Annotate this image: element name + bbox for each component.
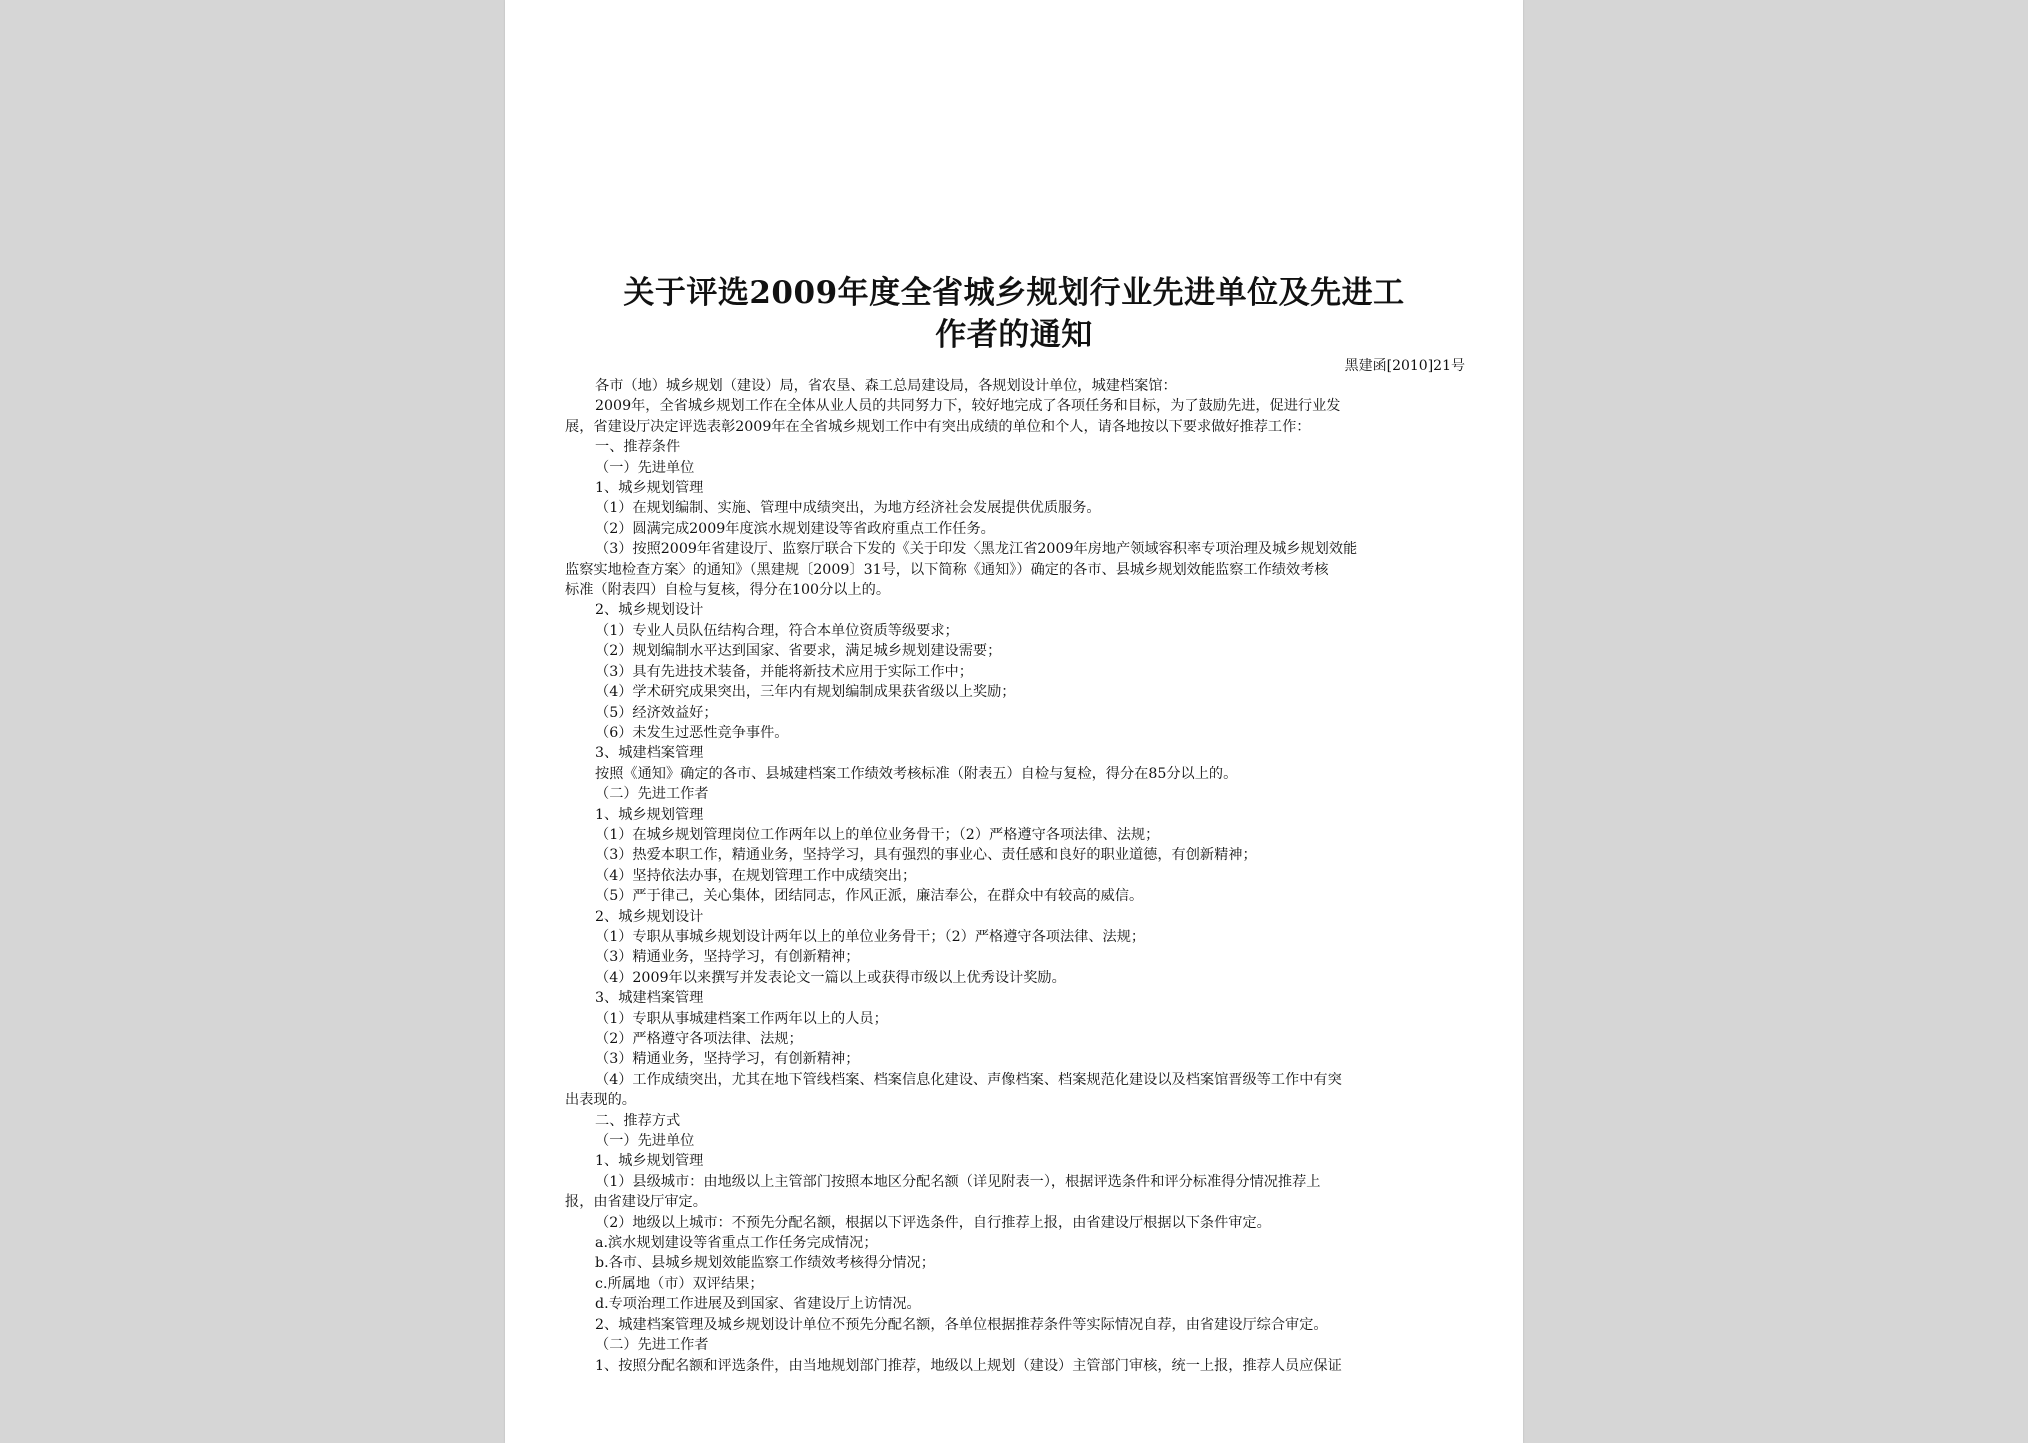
paragraph: 展，省建设厅决定评选表彰2009年在全省城乡规划工作中有突出成绩的单位和个人，请各地按以下要求做好推荐工作： xyxy=(565,418,1311,435)
list-item: （4）2009年以来撰写并发表论文一篇以上或获得市级以上优秀设计奖励。 xyxy=(595,969,1066,986)
list-item: （6）未发生过恶性竞争事件。 xyxy=(595,724,789,741)
item-heading: 1、城乡规划管理 xyxy=(595,806,704,823)
list-item: （4）坚持依法办事，在规划管理工作中成绩突出； xyxy=(595,867,917,884)
paragraph: 监察实地检查方案〉的通知》（黑建规〔2009〕31号，以下简称《通知》）确定的各市、县城乡规划效能监察工作绩效考核 xyxy=(565,561,1329,578)
list-item: （2）严格遵守各项法律、法规； xyxy=(595,1031,803,1047)
item-heading: 3、城建档案管理 xyxy=(595,990,704,1007)
paragraph: 标准（附表四）自检与复核，得分在100分以上的。 xyxy=(565,582,891,599)
item-heading: 2、城乡规划设计 xyxy=(595,908,704,925)
list-item: （2）地级以上城市：不预先分配名额，根据以下评选条件，自行推荐上报，由省建设厅根据以下条件审定。 xyxy=(595,1214,1271,1231)
list-item: （2）圆满完成2009年度滨水规划建设等省政府重点工作任务。 xyxy=(595,520,995,537)
document-page xyxy=(505,0,1523,1443)
paragraph: 各市（地）城乡规划（建设）局，省农垦、森工总局建设局，各规划设计单位，城建档案馆： xyxy=(595,378,1177,394)
item-heading: 3、城建档案管理 xyxy=(595,745,704,762)
list-item: 2、城建档案管理及城乡规划设计单位不预先分配名额，各单位根据推荐条件等实际情况自荐，由省建设厅综合审定。 xyxy=(595,1316,1328,1333)
list-item: （1）县级城市：由地级以上主管部门按照本地区分配名额（详见附表一），根据评选条件和评分标准得分情况推荐上 xyxy=(595,1173,1321,1190)
list-item: （1）在规划编制、实施、管理中成绩突出，为地方经济社会发展提供优质服务。 xyxy=(595,500,1101,517)
subsection-heading: （二）先进工作者 xyxy=(595,1337,709,1354)
paragraph: 按照《通知》确定的各市、县城建档案工作绩效考核标准（附表五）自检与复检，得分在85分以上的。 xyxy=(595,765,1238,782)
document-number: 黑建函[2010]21号 xyxy=(1344,358,1465,374)
list-item: 1、按照分配名额和评选条件，由当地规划部门推荐，地级以上规划（建设）主管部门审核，统一上报，推荐人员应保证 xyxy=(595,1357,1342,1374)
paragraph: 2009年，全省城乡规划工作在全体从业人员的共同努力下，较好地完成了各项任务和目标，为了鼓励先进，促进行业发 xyxy=(595,398,1341,415)
list-item: （5）经济效益好； xyxy=(595,704,718,721)
subsection-heading: （一）先进单位 xyxy=(595,459,695,476)
list-item: （3）按照2009年省建设厅、监察厅联合下发的《关于印发〈黑龙江省2009年房地产领域容积率专项治理及城乡规划效能 xyxy=(595,541,1358,558)
list-item: a.滨水规划建设等省重点工作任务完成情况； xyxy=(595,1235,878,1252)
list-item: （4）学术研究成果突出，三年内有规划编制成果获省级以上奖励； xyxy=(595,684,1016,701)
list-item: （4）工作成绩突出，尤其在地下管线档案、档案信息化建设、声像档案、档案规范化建设以及档案馆晋级等工作中有突 xyxy=(595,1071,1342,1088)
item-heading: 1、城乡规划管理 xyxy=(595,1153,704,1170)
list-item: d.专项治理工作进展及到国家、省建设厅上访情况。 xyxy=(595,1296,921,1313)
document-title xyxy=(505,272,1523,356)
subsection-heading: （二）先进工作者 xyxy=(595,786,709,803)
title-line-2: 作者的通知 xyxy=(935,317,1093,353)
paragraph: 出表现的。 xyxy=(565,1092,636,1109)
document-body xyxy=(565,376,1469,1376)
list-item: （1）专业人员队伍结构合理，符合本单位资质等级要求； xyxy=(595,622,959,639)
list-item: （5）严于律己，关心集体，团结同志，作风正派，廉洁奉公，在群众中有较高的威信。 xyxy=(595,888,1144,905)
list-item: （2）规划编制水平达到国家、省要求，满足城乡规划建设需要； xyxy=(595,643,1002,660)
list-item: b.各市、县城乡规划效能监察工作绩效考核得分情况； xyxy=(595,1255,935,1272)
list-item: （3）精通业务，坚持学习，有创新精神； xyxy=(595,1051,860,1068)
item-heading: 2、城乡规划设计 xyxy=(595,602,704,619)
section-heading: 二、推荐方式 xyxy=(595,1112,681,1129)
subsection-heading: （一）先进单位 xyxy=(595,1133,695,1150)
list-item: （1）在城乡规划管理岗位工作两年以上的单位业务骨干；（2）严格遵守各项法律、法规； xyxy=(595,826,1160,843)
list-item: （3）热爱本职工作，精通业务，坚持学习，具有强烈的事业心、责任感和良好的职业道德，有创新精神； xyxy=(595,847,1257,864)
list-item: c.所属地（市）双评结果； xyxy=(595,1275,764,1292)
list-item: （3）具有先进技术装备，并能将新技术应用于实际工作中； xyxy=(595,663,973,680)
list-item: （3）精通业务，坚持学习，有创新精神； xyxy=(595,949,860,966)
title-line-1: 关于评选2009年度全省城乡规划行业先进单位及先进工 xyxy=(623,275,1405,311)
section-heading: 一、推荐条件 xyxy=(595,439,681,456)
item-heading: 1、城乡规划管理 xyxy=(595,480,704,497)
list-item: （1）专职从事城乡规划设计两年以上的单位业务骨干；（2）严格遵守各项法律、法规； xyxy=(595,928,1146,945)
paragraph: 报，由省建设厅审定。 xyxy=(565,1194,707,1211)
list-item: （1）专职从事城建档案工作两年以上的人员； xyxy=(595,1010,888,1027)
